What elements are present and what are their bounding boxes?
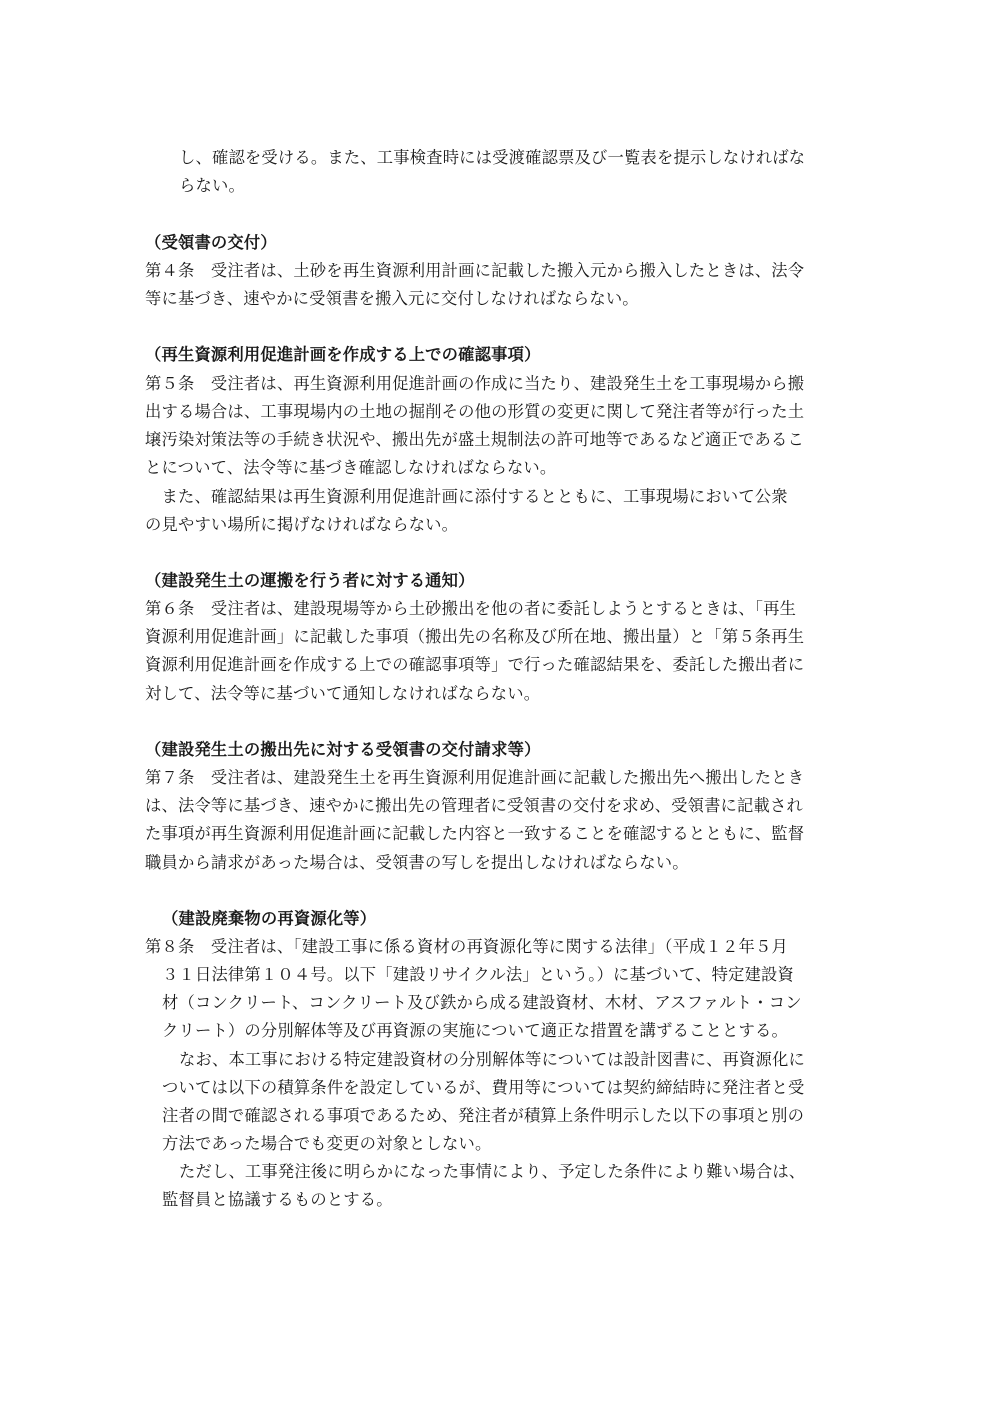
article-7-line-3: た事項が再生資源利用促進計画に記載した内容と一致することを確認するとともに、監督 bbox=[145, 824, 805, 843]
article-5-heading: （再生資源利用促進計画を作成する上での確認事項） bbox=[145, 345, 541, 364]
article-6-line-4: 対して、法令等に基づいて通知しなければならない。 bbox=[145, 684, 541, 703]
article-5-line-2: 出する場合は、工事現場内の土地の掘削その他の形質の変更に関して発注者等が行った土 bbox=[145, 402, 805, 421]
article-7-line-2: は、法令等に基づき、速やかに搬出先の管理者に受領書の交付を求め、受領書に記載され bbox=[145, 796, 803, 815]
article-8-heading: （建設廃棄物の再資源化等） bbox=[162, 909, 377, 928]
intro-line-2: らない。 bbox=[179, 176, 245, 195]
article-5-line-1: 第５条 受注者は、再生資源利用促進計画の作成に当たり、建設発生土を工事現場から搬 bbox=[145, 374, 805, 393]
article-7-line-4: 職員から請求があった場合は、受領書の写しを提出しなければならない。 bbox=[145, 853, 689, 872]
article-8-line-8: 方法であった場合でも変更の対象としない。 bbox=[162, 1134, 492, 1153]
article-5-line-3: 壌汚染対策法等の手続き状況や、搬出先が盛土規制法の許可地等であるなど適正であるこ bbox=[145, 430, 804, 449]
article-6-line-1: 第６条 受注者は、建設現場等から土砂搬出を他の者に委託しようとするときは、「再生 bbox=[145, 599, 797, 618]
article-8-line-1: 第８条 受注者は、「建設工事に係る資材の再資源化等に関する法律」（平成１２年５月 bbox=[145, 937, 788, 956]
article-4-line-2: 等に基づき、速やかに受領書を搬入元に交付しなければならない。 bbox=[145, 289, 639, 308]
article-8-line-7: 注者の間で確認される事項であるため、発注者が積算上条件明示した以下の事項と別の bbox=[162, 1106, 805, 1125]
article-5-line-6: の見やすい場所に掲げなければならない。 bbox=[145, 515, 459, 534]
article-7-heading: （建設発生土の搬出先に対する受領書の交付請求等） bbox=[145, 740, 541, 759]
article-8-line-3: 材（コンクリート、コンクリート及び鉄から成る建設資材、木材、アスファルト・コン bbox=[162, 993, 802, 1012]
article-5-line-5: また、確認結果は再生資源利用促進計画に添付するとともに、工事現場において公衆 bbox=[145, 487, 788, 506]
article-8-line-6: ついては以下の積算条件を設定しているが、費用等については契約締結時に発注者と受 bbox=[162, 1078, 805, 1097]
article-8-line-5: なお、本工事における特定建設資材の分別解体等については設計図書に、再資源化に bbox=[179, 1050, 805, 1069]
article-7-line-1: 第７条 受注者は、建設発生土を再生資源利用促進計画に記載した搬出先へ搬出したとき bbox=[145, 768, 805, 787]
article-8-line-4: クリート）の分別解体等及び再資源の実施について適正な措置を講ずることとする。 bbox=[162, 1021, 788, 1040]
article-4-line-1: 第４条 受注者は、土砂を再生資源利用計画に記載した搬入元から搬入したときは、法令 bbox=[145, 261, 805, 280]
intro-line-1: し、確認を受ける。また、工事検査時には受渡確認票及び一覧表を提示しなければな bbox=[179, 148, 806, 167]
article-8-line-10: 監督員と協議するものとする。 bbox=[162, 1190, 393, 1209]
article-8-line-2: ３１日法律第１０４号。以下「建設リサイクル法」という。）に基づいて、特定建設資 bbox=[162, 965, 795, 984]
article-6-line-3: 資源利用促進計画を作成する上での確認事項等」で行った確認結果を、委託した搬出者に bbox=[145, 655, 805, 674]
article-6-heading: （建設発生土の運搬を行う者に対する通知） bbox=[145, 571, 475, 590]
article-4-heading: （受領書の交付） bbox=[145, 233, 277, 252]
article-8-line-9: ただし、工事発注後に明らかになった事情により、予定した条件により難い場合は、 bbox=[179, 1162, 806, 1181]
article-6-line-2: 資源利用促進計画」に記載した事項（搬出先の名称及び所在地、搬出量）と「第５条再生 bbox=[145, 627, 805, 646]
article-5-line-4: とについて、法令等に基づき確認しなければならない。 bbox=[145, 458, 557, 477]
